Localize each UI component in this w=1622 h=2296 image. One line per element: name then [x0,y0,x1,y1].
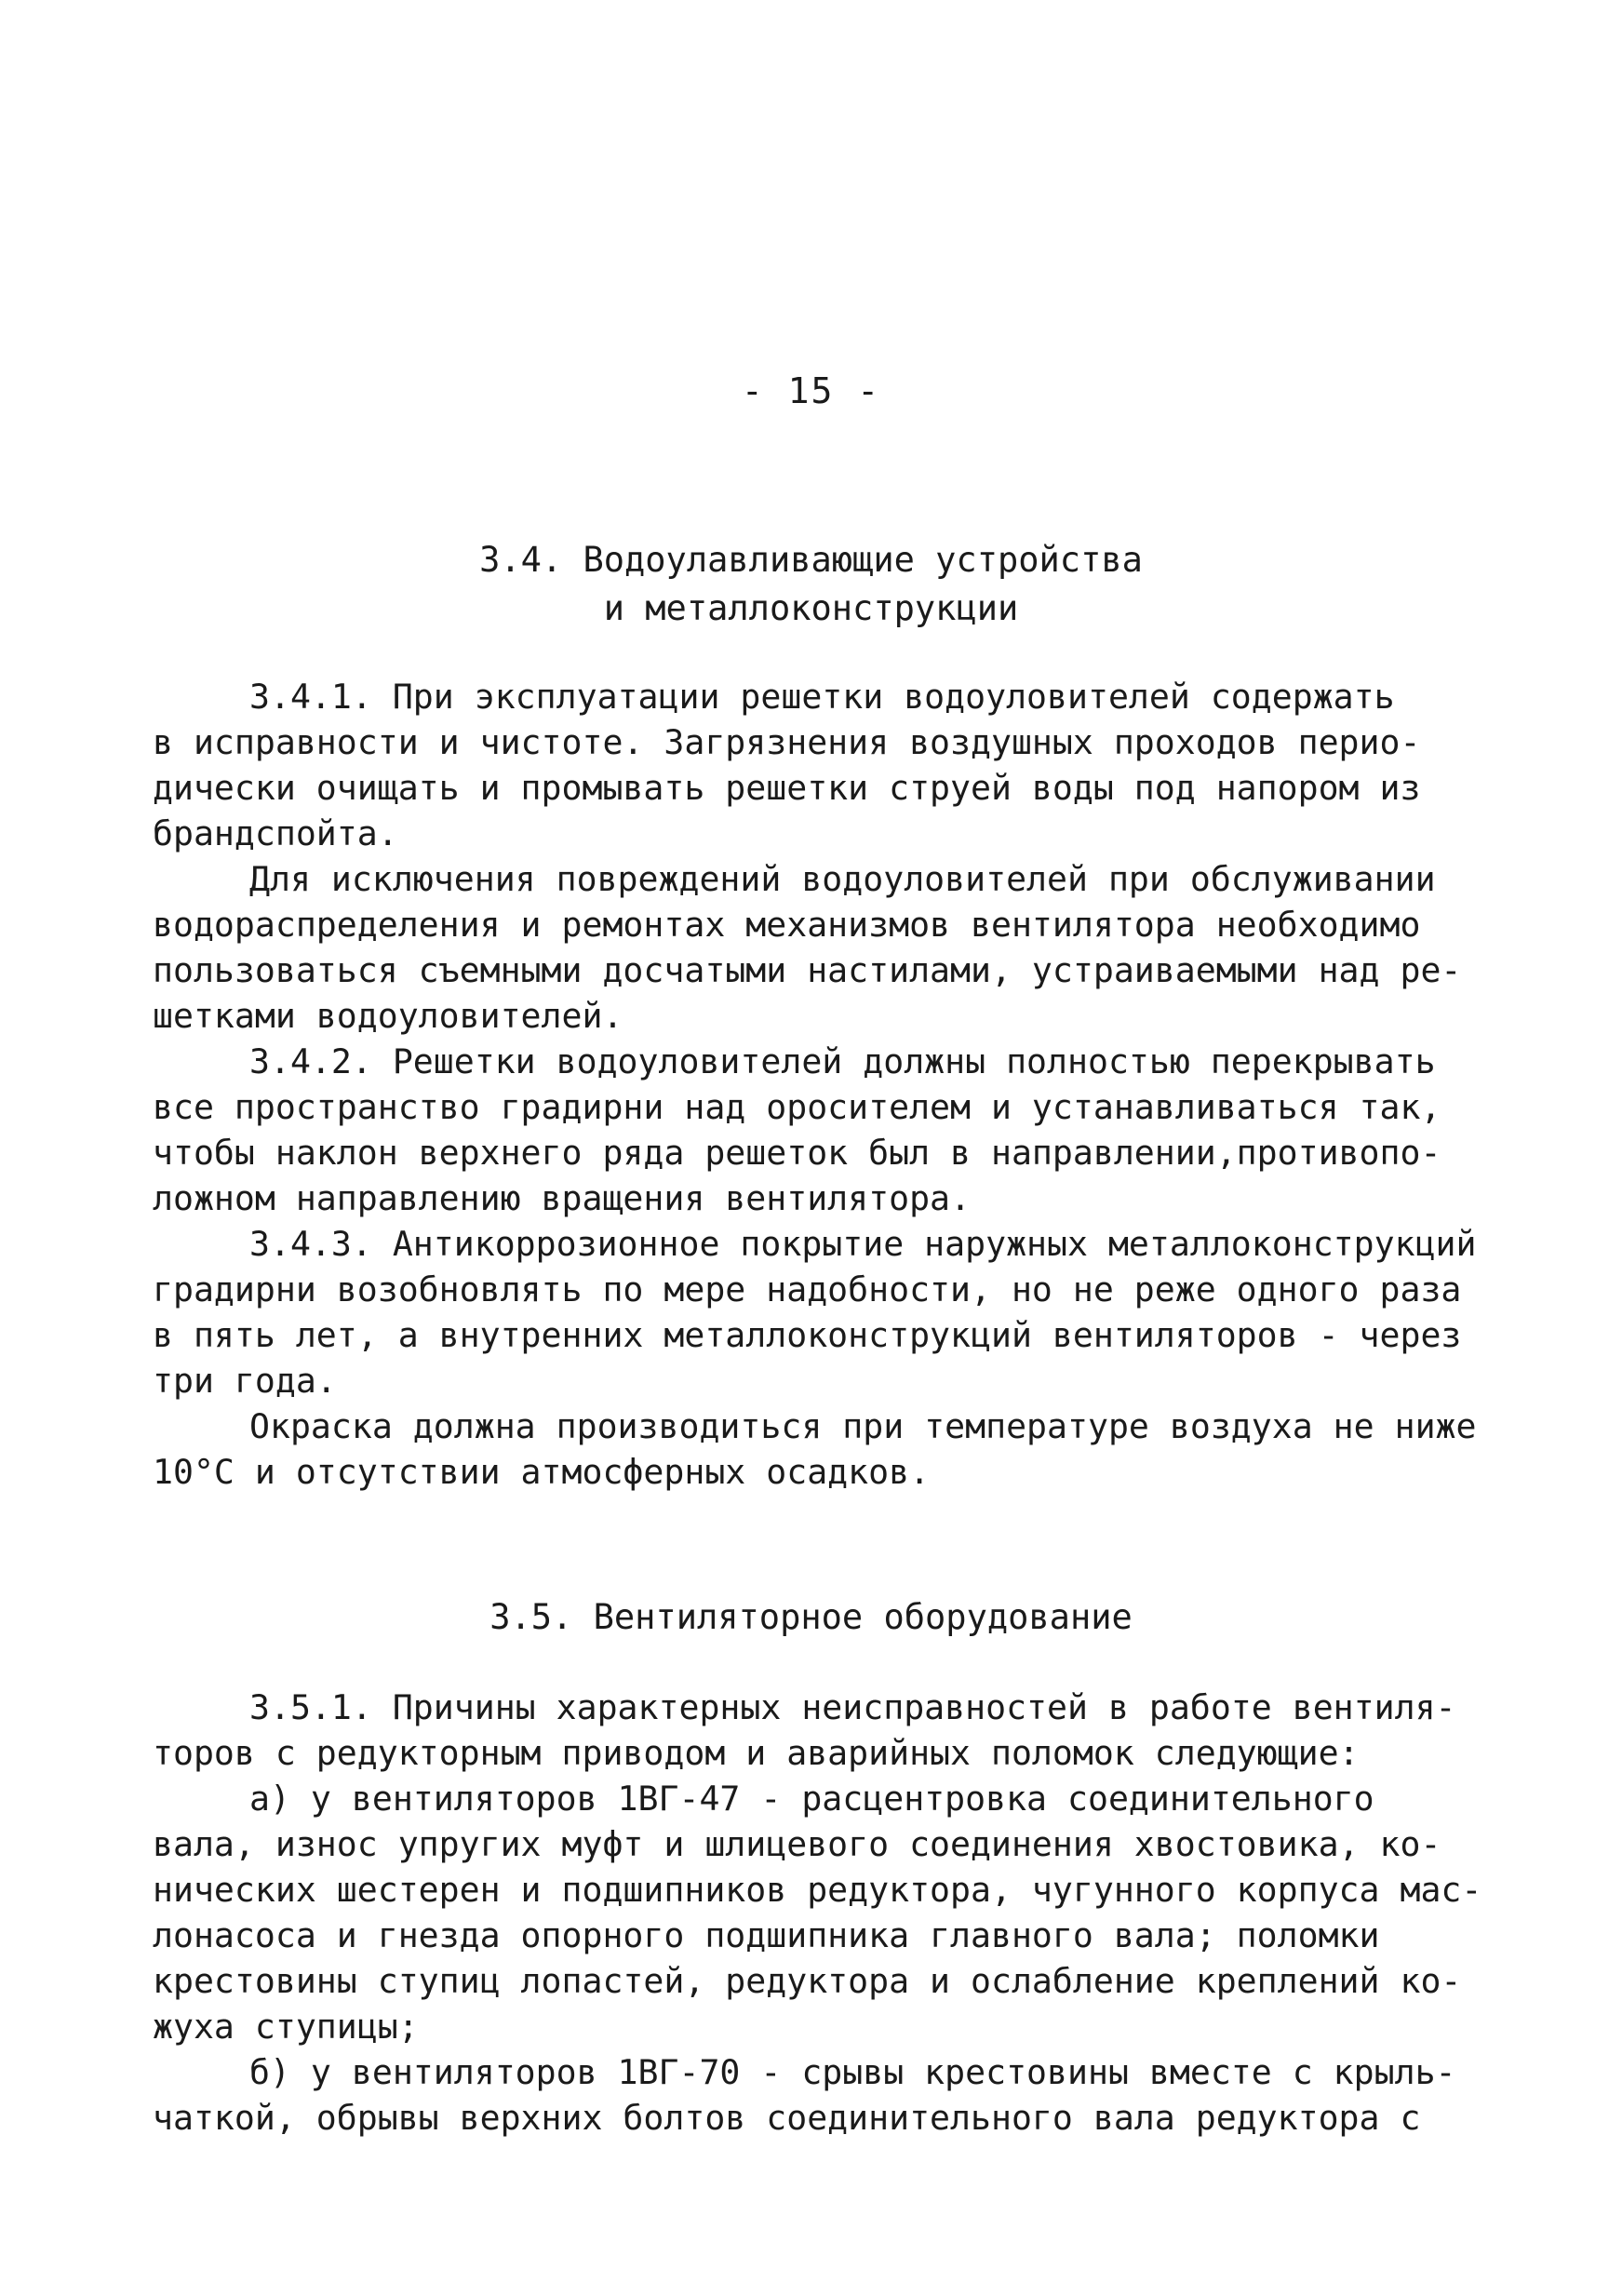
text-line: все пространство градирни над оросителем и устанавливаться так, [153,1087,1441,1127]
text-line: Окраска должна производиться при температуре воздуха не ниже [249,1406,1477,1446]
section-3-4-body [153,674,1477,1495]
text-line: б) у вентиляторов 1ВГ-70 - срывы крестовины вместе с крыль- [249,2052,1456,2092]
text-line: а) у вентиляторов 1ВГ-47 - расцентровка соединительного [249,1779,1374,1819]
section-title-line: 3.4. Водоулавливающие устройства [479,540,1143,580]
text-line: 3.4.2. Решетки водоуловителей должны полностью перекрывать [249,1041,1436,1081]
text-line: шетками водоуловителей. [153,996,623,1036]
section-title-line: и металлоконструкции [603,588,1019,628]
text-line: три года. [153,1361,337,1401]
text-line: 3.4.3. Антикоррозионное покрытие наружных металлоконструкций [249,1224,1477,1264]
text-line: 3.5.1. Причины характерных неисправностей в работе вентиля- [249,1687,1456,1727]
text-line: лонасоса и гнезда опорного подшипника главного вала; поломки [153,1915,1380,1955]
page-number: - 15 - [741,370,881,411]
text-line: ложном направлению вращения вентилятора. [153,1178,971,1218]
text-line: нических шестерен и подшипников редуктора, чугунного корпуса мас- [153,1870,1482,1910]
text-line: Для исключения повреждений водоуловителей при обслуживании [249,859,1436,899]
text-line: крестовины ступиц лопастей, редуктора и ослабление креплений ко- [153,1961,1462,2001]
section-title-line: 3.5. Вентиляторное оборудование [489,1597,1133,1637]
text-line: в пять лет, а внутренних металлоконструкций вентиляторов - через [153,1315,1462,1355]
text-line: пользоваться съемными досчатыми настилами, устраиваемыми над ре- [153,950,1462,990]
text-line: брандспойта. [153,813,398,853]
text-line: жуха ступицы; [153,2007,419,2047]
text-line: дически очищать и промывать решетки струей воды под напором из [153,768,1421,808]
text-line: градирни возобновлять по мере надобности, но не реже одного раза [153,1269,1462,1309]
text-line: 3.4.1. При эксплуатации решетки водоуловителей содержать [249,677,1395,717]
text-line: торов с редукторным приводом и аварийных поломок следующие: [153,1733,1360,1773]
text-line: вала, износ упругих муфт и шлицевого соединения хвостовика, ко- [153,1824,1441,1864]
section-3-5-body [153,1685,1482,2141]
text-line: чтобы наклон верхнего ряда решеток был в направлении,противопо- [153,1133,1441,1173]
text-line: чаткой, обрывы верхних болтов соединительного вала редуктора с [153,2098,1421,2138]
text-line: водораспределения и ремонтах механизмов вентилятора необходимо [153,905,1421,945]
section-title-3-4 [0,536,1622,633]
section-title-3-5 [0,1593,1622,1642]
text-line: в исправности и чистоте. Загрязнения воздушных проходов перио- [153,722,1421,762]
text-line: 10°С и отсутствии атмосферных осадков. [153,1452,931,1492]
